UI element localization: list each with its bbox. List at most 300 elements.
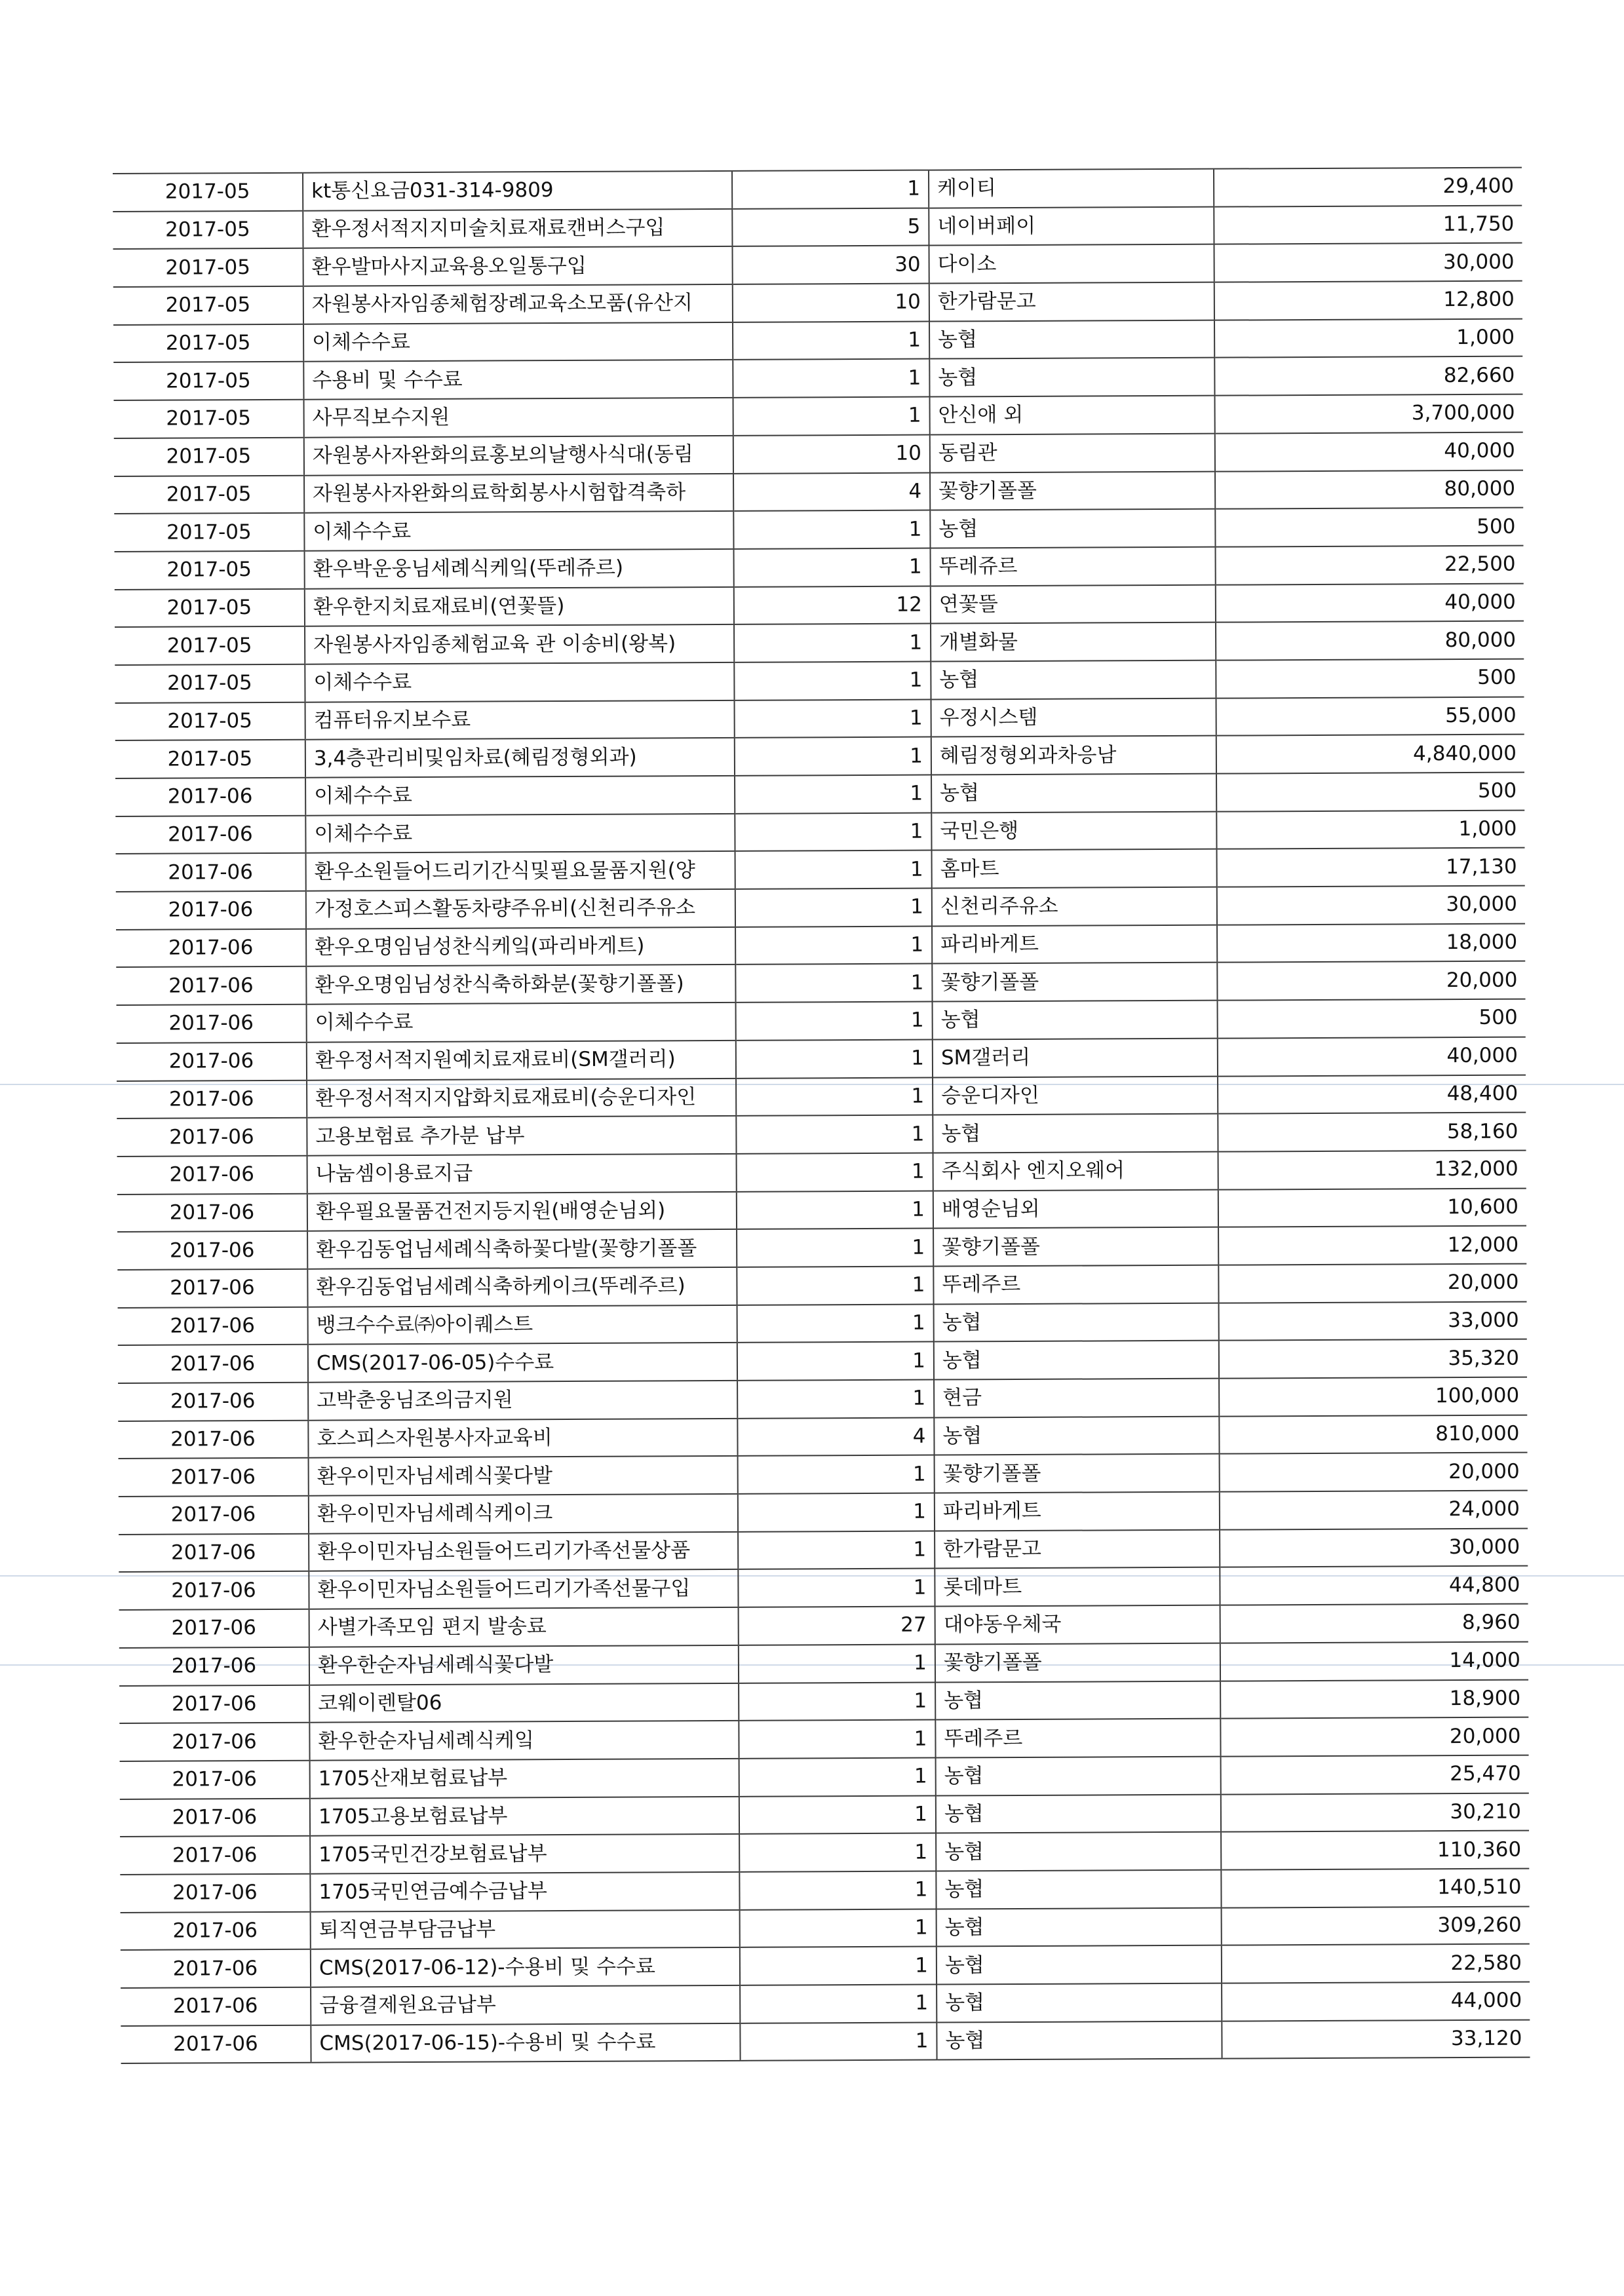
amount-cell: 44,800 <box>1220 1566 1528 1605</box>
quantity-cell: 27 <box>739 1607 935 1645</box>
vendor-cell: 홈마트 <box>932 849 1217 889</box>
month-cell: 2017-06 <box>119 1571 309 1610</box>
vendor-cell: 농협 <box>934 1416 1219 1455</box>
vendor-cell: 뚜레주르 <box>935 1719 1220 1758</box>
month-cell: 2017-06 <box>119 1458 309 1497</box>
vendor-cell: 뚜레쥬르 <box>931 547 1216 586</box>
description-cell: 이체수수료 <box>305 776 735 816</box>
vendor-cell: 혜림정형외과차응남 <box>931 736 1216 775</box>
vendor-cell: 꽃향기폴폴 <box>930 471 1215 510</box>
quantity-cell: 12 <box>734 586 931 624</box>
description-cell: 환우이민자님소원들어드리기가족선물구입 <box>309 1569 738 1609</box>
month-cell: 2017-06 <box>116 928 306 967</box>
quantity-cell: 1 <box>737 1153 933 1191</box>
amount-cell: 20,000 <box>1220 1717 1528 1757</box>
vendor-cell: 농협 <box>934 1303 1219 1342</box>
month-cell: 2017-05 <box>115 588 305 627</box>
vendor-cell: 연꽃뜰 <box>931 584 1216 624</box>
description-cell: CMS(2017-06-12)-수용비 및 수수료 <box>311 1947 740 1987</box>
month-cell: 2017-06 <box>118 1383 308 1421</box>
month-cell: 2017-06 <box>119 1723 309 1761</box>
description-cell: 환우정서적지지압화치료재료비(승운디자인 <box>307 1078 736 1118</box>
amount-cell: 40,000 <box>1216 583 1524 622</box>
quantity-cell: 1 <box>740 1947 937 1985</box>
vendor-cell: 농협 <box>936 1870 1221 1909</box>
description-cell: 환우발마사지교육용오일통구입 <box>303 246 733 286</box>
quantity-cell: 1 <box>732 170 929 209</box>
amount-cell: 20,000 <box>1220 1453 1528 1492</box>
vendor-cell: 농협 <box>929 358 1214 397</box>
amount-cell: 500 <box>1216 773 1524 812</box>
month-cell: 2017-06 <box>117 1193 307 1232</box>
amount-cell: 1,000 <box>1214 318 1522 358</box>
table-row <box>121 2019 1530 2063</box>
amount-cell: 22,500 <box>1216 545 1524 584</box>
table-row <box>116 886 1525 930</box>
vendor-cell: 농협 <box>936 1832 1221 1871</box>
table-row <box>119 1528 1528 1572</box>
table-row <box>120 1831 1529 1875</box>
month-cell: 2017-06 <box>117 1231 307 1270</box>
table-row <box>118 1339 1527 1383</box>
amount-cell: 40,000 <box>1218 1037 1526 1076</box>
month-cell: 2017-05 <box>115 664 305 703</box>
quantity-cell: 1 <box>736 1115 933 1154</box>
table-row <box>117 1037 1526 1081</box>
vendor-cell: 농협 <box>933 1114 1218 1153</box>
amount-cell: 25,470 <box>1221 1755 1529 1794</box>
quantity-cell: 1 <box>734 624 931 662</box>
table-row <box>118 1377 1527 1421</box>
amount-cell: 30,210 <box>1221 1793 1529 1832</box>
amount-cell: 132,000 <box>1218 1150 1526 1189</box>
month-cell: 2017-06 <box>117 1118 307 1157</box>
quantity-cell: 1 <box>733 510 930 549</box>
vendor-cell: 안신애 외 <box>930 396 1215 435</box>
quantity-cell: 1 <box>735 964 932 1003</box>
vendor-cell: 주식회사 엔지오웨어 <box>933 1152 1218 1191</box>
amount-cell: 80,000 <box>1216 621 1524 660</box>
quantity-cell: 1 <box>739 1795 936 1834</box>
description-cell: 자원봉사자완화의료홍보의날행사식대(동림 <box>304 436 733 476</box>
description-cell: 환우오명임님성찬식케잌(파리바게트) <box>306 927 735 967</box>
month-cell: 2017-06 <box>115 815 305 854</box>
quantity-cell: 1 <box>734 661 931 700</box>
table-row <box>113 205 1522 249</box>
description-cell: 환우필요물품건전지등지원(배영순님외) <box>307 1191 737 1231</box>
table-row <box>119 1641 1528 1685</box>
quantity-cell: 1 <box>737 1380 934 1419</box>
table-row <box>113 243 1522 287</box>
quantity-cell: 1 <box>740 1909 937 1947</box>
amount-cell: 30,000 <box>1220 1528 1528 1567</box>
description-cell: 코웨이렌탈06 <box>309 1683 739 1723</box>
description-cell: CMS(2017-06-15)-수용비 및 수수료 <box>311 2023 740 2063</box>
vendor-cell: 동림관 <box>930 433 1215 472</box>
description-cell: 자원봉사자임종체험교육 관 이송비(왕복) <box>305 624 734 664</box>
month-cell: 2017-06 <box>117 1004 307 1043</box>
quantity-cell: 30 <box>732 246 929 284</box>
amount-cell: 12,000 <box>1218 1226 1526 1265</box>
table-row <box>113 318 1522 362</box>
month-cell: 2017-06 <box>117 1043 307 1081</box>
month-cell: 2017-06 <box>116 891 306 930</box>
table-row <box>115 810 1524 854</box>
quantity-cell: 1 <box>735 775 931 814</box>
description-cell: 퇴직연금부담금납부 <box>311 1909 740 1949</box>
month-cell: 2017-05 <box>115 702 305 740</box>
amount-cell: 8,960 <box>1220 1604 1528 1643</box>
quantity-cell: 1 <box>735 699 931 738</box>
table-row <box>119 1491 1528 1535</box>
amount-cell: 20,000 <box>1217 961 1525 1001</box>
quantity-cell: 1 <box>739 1871 936 1909</box>
table-row <box>117 1113 1526 1157</box>
amount-cell: 500 <box>1216 659 1524 698</box>
description-cell: 고용보험료 추가분 납부 <box>307 1116 736 1156</box>
month-cell: 2017-05 <box>115 626 305 665</box>
vendor-cell: 농협 <box>937 2021 1222 2060</box>
quantity-cell: 1 <box>735 813 931 851</box>
vendor-cell: SM갤러리 <box>933 1038 1218 1077</box>
table-row <box>115 545 1524 589</box>
amount-cell: 33,000 <box>1219 1301 1527 1341</box>
amount-cell: 58,160 <box>1218 1113 1526 1152</box>
quantity-cell: 1 <box>740 1985 937 2023</box>
table-row <box>119 1453 1528 1497</box>
quantity-cell: 1 <box>737 1266 933 1305</box>
vendor-cell: 승운디자인 <box>933 1076 1218 1115</box>
month-cell: 2017-06 <box>119 1685 309 1723</box>
month-cell: 2017-05 <box>113 324 303 362</box>
table-row <box>119 1717 1528 1761</box>
table-row <box>118 1301 1527 1345</box>
amount-cell: 12,800 <box>1214 281 1522 320</box>
amount-cell: 55,000 <box>1216 697 1524 736</box>
month-cell: 2017-06 <box>118 1345 308 1383</box>
table-row <box>114 432 1523 476</box>
description-cell: 이체수수료 <box>305 662 734 702</box>
vendor-cell: 농협 <box>935 1681 1220 1720</box>
month-cell: 2017-06 <box>120 1874 310 1913</box>
ledger-body <box>113 168 1530 2064</box>
amount-cell: 24,000 <box>1220 1491 1528 1530</box>
month-cell: 2017-05 <box>113 173 303 212</box>
description-cell: 수용비 및 수수료 <box>303 360 733 400</box>
quantity-cell: 1 <box>739 1720 935 1759</box>
amount-cell: 140,510 <box>1221 1869 1529 1908</box>
amount-cell: 44,000 <box>1222 1982 1530 2021</box>
table-row <box>117 999 1526 1043</box>
vendor-cell: 국민은행 <box>931 811 1216 851</box>
description-cell: 자원봉사자임종체험장례교육소모품(유산지 <box>303 284 733 324</box>
table-row <box>115 659 1524 703</box>
vendor-cell: 네이버페이 <box>929 206 1214 246</box>
amount-cell: 30,000 <box>1214 243 1522 282</box>
description-cell: 나눔셈이용료지급 <box>307 1154 737 1194</box>
description-cell: 1705산재보험료납부 <box>310 1759 739 1799</box>
description-cell: 자원봉사자완화의료학회봉사시험합격축하 <box>304 473 733 513</box>
vendor-cell: 농협 <box>933 1001 1218 1040</box>
vendor-cell: 현금 <box>934 1379 1219 1418</box>
quantity-cell: 5 <box>732 208 929 246</box>
month-cell: 2017-05 <box>114 438 304 476</box>
quantity-cell: 1 <box>739 1833 936 1872</box>
quantity-cell: 1 <box>734 548 931 586</box>
amount-cell: 810,000 <box>1219 1415 1527 1454</box>
quantity-cell: 4 <box>733 472 930 511</box>
table-row <box>115 621 1524 665</box>
quantity-cell: 1 <box>735 926 932 965</box>
quantity-cell: 1 <box>737 1342 934 1381</box>
table-row <box>121 1982 1530 2026</box>
month-cell: 2017-06 <box>116 966 306 1005</box>
month-cell: 2017-05 <box>115 551 305 590</box>
amount-cell: 110,360 <box>1221 1831 1529 1870</box>
vendor-cell: 농협 <box>937 1945 1222 1985</box>
amount-cell: 80,000 <box>1215 470 1523 509</box>
description-cell: 이체수수료 <box>304 511 733 551</box>
amount-cell: 1,000 <box>1216 810 1524 849</box>
table-row <box>113 168 1522 212</box>
table-row <box>116 961 1525 1005</box>
month-cell: 2017-06 <box>118 1307 308 1345</box>
description-cell: 환우한지치료재료비(연꽃뜰) <box>305 586 734 626</box>
table-row <box>119 1604 1528 1648</box>
amount-cell: 500 <box>1218 999 1526 1039</box>
description-cell: 고박춘웅님조의금지원 <box>308 1381 737 1421</box>
quantity-cell: 1 <box>737 1304 934 1343</box>
description-cell: 환우한순자님세례식꽃다발 <box>309 1645 739 1685</box>
amount-cell: 14,000 <box>1220 1641 1528 1681</box>
vendor-cell: 꽃향기폴폴 <box>935 1454 1220 1493</box>
description-cell: 환우이민자님소원들어드리기가족선물상품 <box>309 1532 738 1572</box>
vendor-cell: 농협 <box>937 1907 1222 1947</box>
amount-cell: 18,900 <box>1220 1679 1528 1719</box>
quantity-cell: 1 <box>738 1531 935 1569</box>
vendor-cell: 신천리주유소 <box>932 887 1217 927</box>
vendor-cell: 파리바게트 <box>932 925 1217 964</box>
quantity-cell: 1 <box>733 321 929 360</box>
amount-cell: 30,000 <box>1217 886 1525 925</box>
description-cell: 환우정서적지지미술치료재료캔버스구입 <box>303 209 732 249</box>
month-cell: 2017-06 <box>117 1080 307 1119</box>
description-cell: 가정호스피스활동차량주유비(신천리주유소 <box>306 889 735 929</box>
table-row <box>115 697 1524 740</box>
quantity-cell: 4 <box>737 1417 934 1456</box>
vendor-cell: 케이티 <box>929 169 1214 208</box>
table-row <box>115 583 1524 627</box>
table-row <box>117 1150 1526 1194</box>
table-row <box>120 1755 1529 1799</box>
month-cell: 2017-05 <box>113 286 303 325</box>
vendor-cell: 농협 <box>934 1341 1219 1380</box>
month-cell: 2017-06 <box>119 1609 309 1648</box>
table-row <box>116 923 1525 967</box>
quantity-cell: 1 <box>736 1039 933 1078</box>
table-row <box>113 356 1522 400</box>
quantity-cell: 1 <box>739 1757 936 1796</box>
vendor-cell: 개별화물 <box>931 622 1216 662</box>
description-cell: 호스피스자원봉사자교육비 <box>308 1419 737 1459</box>
month-cell: 2017-05 <box>113 248 303 287</box>
month-cell: 2017-06 <box>121 1949 311 1988</box>
description-cell: 1705고용보험료납부 <box>310 1796 739 1836</box>
amount-cell: 33,120 <box>1222 2019 1530 2059</box>
quantity-cell: 10 <box>733 434 930 473</box>
month-cell: 2017-05 <box>115 740 305 778</box>
month-cell: 2017-06 <box>117 1156 307 1195</box>
table-row <box>117 1188 1526 1232</box>
table-row <box>115 735 1524 778</box>
month-cell: 2017-06 <box>120 1798 310 1837</box>
month-cell: 2017-06 <box>119 1647 309 1686</box>
table-row <box>113 281 1522 325</box>
description-cell: 환우박운웅님세례식케잌(뚜레쥬르) <box>305 549 734 589</box>
quantity-cell: 1 <box>738 1493 935 1532</box>
description-cell: 3,4층관리비및임차료(혜림정형외과) <box>305 738 735 778</box>
amount-cell: 40,000 <box>1215 432 1523 471</box>
table-row <box>116 848 1525 892</box>
description-cell: 환우이민자님세례식케이크 <box>309 1494 738 1534</box>
table-row <box>121 1944 1530 1988</box>
amount-cell: 4,840,000 <box>1216 735 1524 774</box>
vendor-cell: 농협 <box>931 660 1216 700</box>
quantity-cell: 1 <box>739 1644 935 1683</box>
description-cell: 뱅크수수료㈜아이퀘스트 <box>308 1305 737 1345</box>
description-cell: 환우오명임님성찬식축하화분(꽃향기폴폴) <box>306 965 735 1004</box>
quantity-cell: 1 <box>738 1455 935 1494</box>
month-cell: 2017-05 <box>114 475 304 514</box>
vendor-cell: 농협 <box>930 509 1215 548</box>
quantity-cell: 1 <box>739 1682 935 1721</box>
vendor-cell: 대야동우체국 <box>935 1605 1220 1645</box>
month-cell: 2017-06 <box>119 1496 309 1535</box>
description-cell: 환우한순자님세례식케잌 <box>309 1721 739 1761</box>
month-cell: 2017-06 <box>121 2025 311 2063</box>
amount-cell: 22,580 <box>1222 1944 1530 1983</box>
description-cell: 금융결제원요금납부 <box>311 1985 740 2025</box>
table-row <box>120 1869 1529 1913</box>
amount-cell: 3,700,000 <box>1214 394 1522 434</box>
expense-ledger-table <box>113 167 1530 2065</box>
vendor-cell: 농협 <box>937 1983 1222 2023</box>
vendor-cell: 다이소 <box>929 244 1214 284</box>
table-row <box>120 1793 1529 1837</box>
amount-cell: 309,260 <box>1222 1906 1530 1945</box>
quantity-cell: 1 <box>736 1077 933 1116</box>
vendor-cell: 뚜레주르 <box>933 1265 1218 1305</box>
amount-cell: 29,400 <box>1214 168 1522 207</box>
month-cell: 2017-06 <box>121 1911 311 1950</box>
month-cell: 2017-06 <box>121 1987 311 2026</box>
month-cell: 2017-06 <box>116 853 306 892</box>
description-cell: 1705국민건강보험료납부 <box>310 1834 739 1874</box>
quantity-cell: 1 <box>733 359 929 398</box>
month-cell: 2017-05 <box>114 400 304 438</box>
table-row <box>119 1679 1528 1723</box>
vendor-cell: 농협 <box>929 320 1214 359</box>
quantity-cell: 1 <box>740 2022 937 2061</box>
description-cell: 환우소원들어드리기간식및필요물품지원(양 <box>306 851 735 891</box>
description-cell: 이체수수료 <box>303 322 733 362</box>
month-cell: 2017-06 <box>118 1420 308 1459</box>
description-cell: 1705국민연금예수금납부 <box>310 1872 739 1912</box>
description-cell: CMS(2017-06-05)수수료 <box>308 1343 737 1383</box>
month-cell: 2017-05 <box>114 513 304 552</box>
table-row <box>118 1415 1527 1459</box>
vendor-cell: 한가람문고 <box>935 1529 1220 1569</box>
table-row <box>114 394 1523 438</box>
quantity-cell: 1 <box>737 1191 933 1229</box>
amount-cell: 82,660 <box>1214 356 1522 396</box>
amount-cell: 100,000 <box>1219 1377 1527 1417</box>
amount-cell: 48,400 <box>1218 1075 1526 1114</box>
amount-cell: 18,000 <box>1217 923 1525 963</box>
amount-cell: 10,600 <box>1218 1188 1526 1227</box>
table-row <box>117 1264 1526 1308</box>
amount-cell: 35,320 <box>1219 1339 1527 1379</box>
month-cell: 2017-06 <box>117 1269 307 1308</box>
description-cell: 환우정서적지원예치료재료비(SM갤러리) <box>307 1041 736 1081</box>
description-cell: 환우김동업님세례식축하꽃다발(꽃향기폴폴 <box>307 1229 737 1269</box>
vendor-cell: 롯데마트 <box>935 1567 1220 1607</box>
quantity-cell: 1 <box>735 889 932 927</box>
vendor-cell: 배영순님외 <box>933 1189 1218 1229</box>
description-cell: 사별가족모임 편지 발송료 <box>309 1607 739 1647</box>
quantity-cell: 10 <box>733 284 929 322</box>
month-cell: 2017-06 <box>119 1533 309 1572</box>
vendor-cell: 꽃향기폴폴 <box>933 1227 1218 1267</box>
month-cell: 2017-06 <box>120 1836 310 1875</box>
description-cell: kt통신요금031-314-9809 <box>303 171 732 211</box>
description-cell: 환우이민자님세례식꽃다발 <box>309 1456 738 1496</box>
table-row <box>119 1566 1528 1610</box>
quantity-cell: 1 <box>735 851 932 889</box>
quantity-cell: 1 <box>737 1229 933 1267</box>
table-row <box>115 773 1524 816</box>
description-cell: 이체수수료 <box>307 1003 736 1043</box>
table-row <box>114 508 1523 552</box>
vendor-cell: 농협 <box>936 1757 1221 1796</box>
vendor-cell: 농협 <box>931 774 1216 813</box>
vendor-cell: 우정시스템 <box>931 698 1216 737</box>
quantity-cell: 1 <box>736 1002 933 1041</box>
quantity-cell: 1 <box>735 737 931 776</box>
vendor-cell: 꽃향기폴폴 <box>932 963 1217 1002</box>
vendor-cell: 한가람문고 <box>929 282 1214 322</box>
description-cell: 환우김동업님세례식축하케이크(뚜레주르) <box>307 1267 737 1307</box>
amount-cell: 11,750 <box>1214 205 1522 244</box>
table-row <box>117 1075 1526 1119</box>
month-cell: 2017-06 <box>120 1761 310 1799</box>
description-cell: 이체수수료 <box>305 814 735 854</box>
description-cell: 사무직보수지원 <box>304 398 733 438</box>
table-row <box>114 470 1523 514</box>
quantity-cell: 1 <box>738 1569 935 1607</box>
vendor-cell: 파리바게트 <box>935 1492 1220 1531</box>
description-cell: 컴퓨터유지보수료 <box>305 700 735 740</box>
month-cell: 2017-05 <box>113 210 303 249</box>
amount-cell: 20,000 <box>1218 1264 1526 1303</box>
vendor-cell: 꽃향기폴폴 <box>935 1643 1220 1682</box>
month-cell: 2017-06 <box>115 778 305 816</box>
table-row <box>121 1906 1530 1950</box>
amount-cell: 500 <box>1215 508 1523 547</box>
amount-cell: 17,130 <box>1217 848 1525 887</box>
vendor-cell: 농협 <box>936 1794 1221 1833</box>
month-cell: 2017-05 <box>113 362 303 400</box>
